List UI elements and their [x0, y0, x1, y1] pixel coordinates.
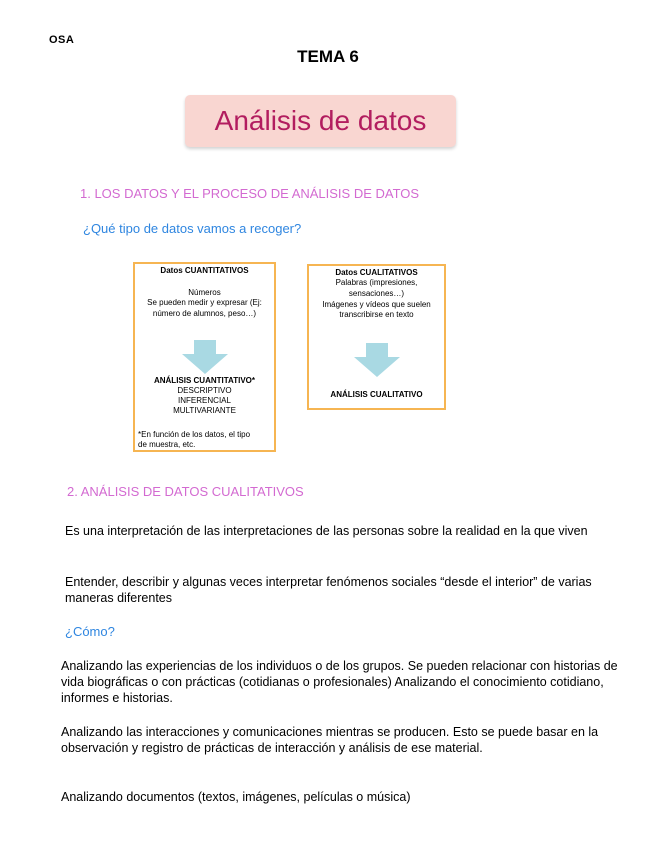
how-heading: ¿Cómo?: [65, 624, 115, 639]
quantitative-data-card: [133, 262, 276, 452]
quantitative-card-line2: Se pueden medir y expresar (Ej:: [147, 298, 262, 307]
author-label: OSA: [49, 34, 75, 46]
method-paragraph-3: Analizando documentos (textos, imágenes, películas o música): [61, 790, 411, 804]
quantitative-note-line1: *En función de los datos, el tipo: [138, 430, 251, 439]
purpose-paragraph: Entender, describir y algunas veces interpretar fenómenos sociales “desde el interior” de varias maneras diferentes: [65, 575, 592, 605]
qualitative-data-card: [307, 264, 446, 410]
quantitative-card-heading: Datos CUANTITATIVOS: [160, 266, 249, 275]
qualitative-analysis-heading: ANÁLISIS CUALITATIVO: [330, 390, 423, 399]
quantitative-note-line2: de muestra, etc.: [138, 440, 196, 449]
quantitative-analysis-type-3: MULTIVARIANTE: [173, 406, 236, 415]
definition-paragraph: Es una interpretación de las interpretaciones de las personas sobre la realidad en la que viven: [65, 524, 588, 538]
method-paragraph-1: Analizando las experiencias de los individuos o de los grupos. Se pueden relacionar con historias de vida biográficas o con prácticas (cotidianas o profesionales) Analizando el conocimiento cotidiano, informes e historias.: [61, 659, 618, 705]
section1-heading: 1. LOS DATOS Y EL PROCESO DE ANÁLISIS DE DATOS: [80, 186, 420, 201]
quantitative-card-line3: número de alumnos, peso…): [152, 309, 257, 318]
quantitative-analysis-type-1: DESCRIPTIVO: [177, 386, 232, 395]
qualitative-card-line3: Imágenes y vídeos que suelen: [322, 300, 431, 309]
qualitative-card-line4: transcribirse en texto: [339, 310, 414, 319]
down-arrow-icon: [354, 343, 400, 377]
down-arrow-icon: [182, 340, 228, 374]
qualitative-card-heading: Datos CUALITATIVOS: [335, 268, 418, 277]
section1-question: ¿Qué tipo de datos vamos a recoger?: [83, 221, 302, 236]
page-title: Análisis de datos: [214, 105, 427, 136]
page-title-box: [185, 95, 456, 147]
quantitative-card-line1: Números: [188, 288, 221, 297]
qualitative-card-line2: sensaciones…): [348, 289, 405, 298]
quantitative-analysis-type-2: INFERENCIAL: [178, 396, 231, 405]
quantitative-analysis-heading: ANÁLISIS CUANTITATIVO*: [153, 376, 256, 385]
qualitative-card-line1: Palabras (impresiones,: [335, 278, 418, 287]
unit-title: TEMA 6: [297, 47, 359, 66]
method-paragraph-2: Analizando las interacciones y comunicaciones mientras se producen. Esto se puede basar en la observación y registro de prácticas de interacción y análisis de ese material.: [61, 725, 599, 755]
section2-heading: 2. ANÁLISIS DE DATOS CUALITATIVOS: [67, 484, 304, 499]
